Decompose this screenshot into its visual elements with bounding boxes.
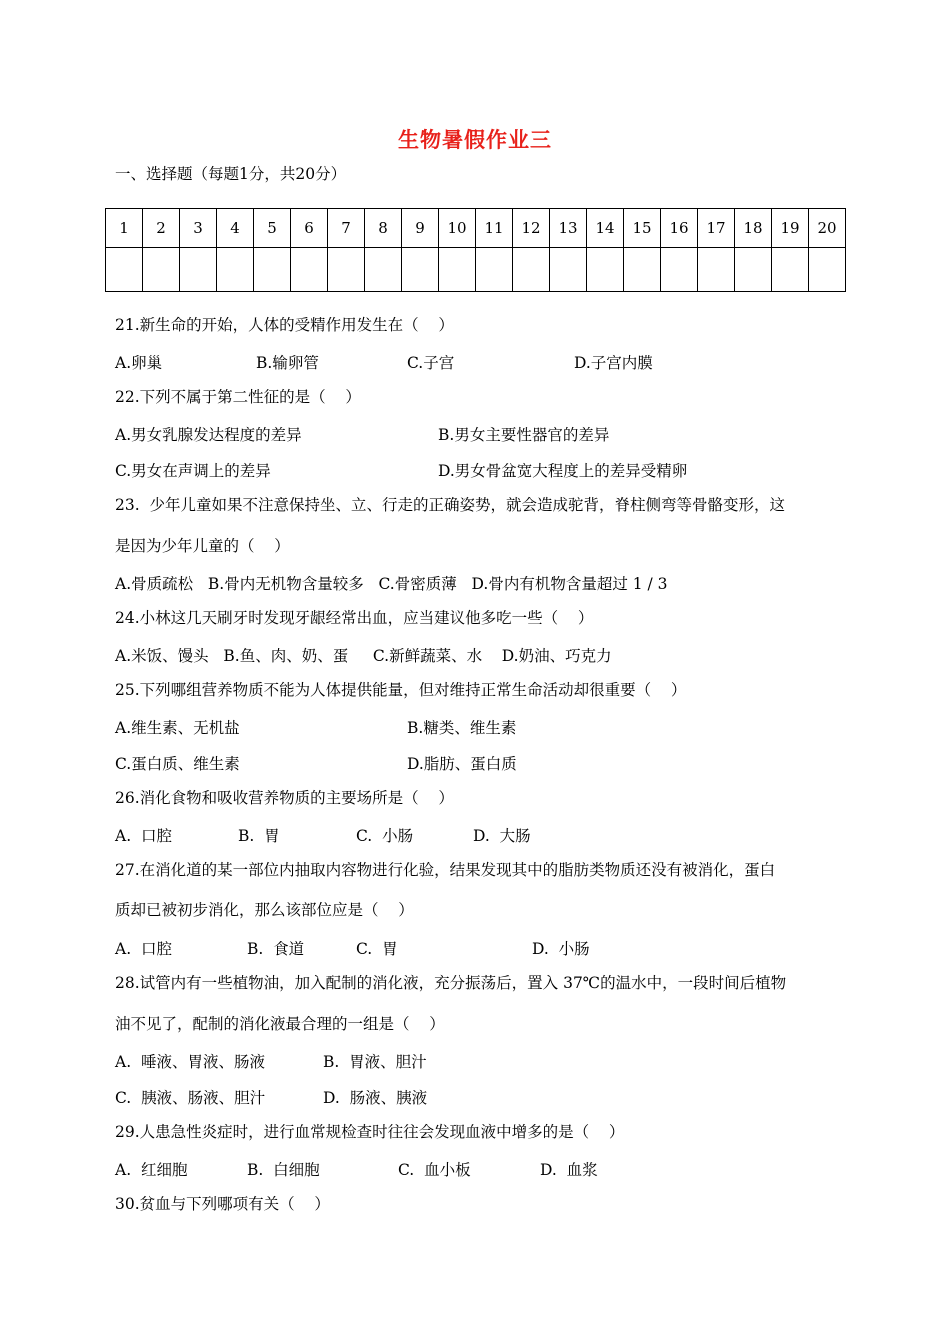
q28-option-d: D. 肠液、胰液: [323, 1089, 428, 1107]
q28-option-c: C. 胰液、肠液、胆汁: [115, 1089, 266, 1107]
question-26-stem: 26.消化食物和吸收营养物质的主要场所是（ ）: [115, 789, 454, 807]
q24-options: A.米饭、馒头 B.鱼、肉、奶、蛋 C.新鲜蔬菜、水 D.奶油、巧克力: [115, 647, 612, 665]
q29-option-b: B. 白细胞: [247, 1161, 320, 1179]
q28-option-b: B. 胃液、胆汁: [323, 1053, 427, 1071]
q26-option-a: A. 口腔: [115, 827, 172, 845]
answer-blank-cell: [772, 248, 809, 292]
q21-option-b: B.输卵管: [256, 354, 319, 372]
answer-blank-cell: [291, 248, 328, 292]
q26-option-d: D. 大肠: [473, 827, 531, 845]
answer-number-cell: 2: [143, 209, 180, 248]
answer-number-cell: 9: [402, 209, 439, 248]
q22-option-c: C.男女在声调上的差异: [115, 462, 271, 480]
answer-blank-cell: [624, 248, 661, 292]
q29-option-c: C. 血小板: [398, 1161, 471, 1179]
answer-blank-cell: [143, 248, 180, 292]
q22-option-a: A.男女乳腺发达程度的差异: [115, 426, 302, 444]
answer-number-cell: 1: [106, 209, 143, 248]
q25-option-a: A.维生素、无机盐: [115, 719, 240, 737]
question-25-stem: 25.下列哪组营养物质不能为人体提供能量，但对维持正常生命活动却很重要（ ）: [115, 681, 687, 699]
question-28-stem-line-2: 油不见了，配制的消化液最合理的一组是（ ）: [115, 1015, 445, 1033]
answer-blank-cell: [661, 248, 698, 292]
question-27-stem-line-1: 27.在消化道的某一部位内抽取内容物进行化验，结果发现其中的脂肪类物质还没有被消化，蛋白: [115, 861, 776, 879]
answer-number-cell: 13: [550, 209, 587, 248]
q28-option-a: A. 唾液、胃液、肠液: [115, 1053, 265, 1071]
question-27-stem-line-2: 质却已被初步消化，那么该部位应是（ ）: [115, 901, 414, 919]
question-22-stem: 22.下列不属于第二性征的是（ ）: [115, 388, 361, 406]
answer-blank-cell: [402, 248, 439, 292]
question-30-stem: 30.贫血与下列哪项有关（ ）: [115, 1195, 330, 1213]
answer-number-cell: 8: [365, 209, 402, 248]
answer-number-cell: 7: [328, 209, 365, 248]
answer-blank-cell: [217, 248, 254, 292]
answer-number-cell: 10: [439, 209, 476, 248]
answer-blank-cell: [735, 248, 772, 292]
q25-option-b: B.糖类、维生素: [407, 719, 517, 737]
answer-blank-cell: [365, 248, 402, 292]
q21-option-c: C.子宫: [407, 354, 455, 372]
answer-number-cell: 14: [587, 209, 624, 248]
question-23-stem-line-2: 是因为少年儿童的（ ）: [115, 537, 290, 555]
q23-options: A.骨质疏松 B.骨内无机物含量较多 C.骨密质薄 D.骨内有机物含量超过 1 / 3: [115, 575, 668, 593]
answer-blank-cell: [698, 248, 735, 292]
answer-blank-cell: [809, 248, 846, 292]
question-29-stem: 29.人患急性炎症时，进行血常规检查时往往会发现血液中增多的是（ ）: [115, 1123, 625, 1141]
section-heading: 一、选择题（每题1分，共20分）: [115, 165, 347, 183]
answer-blank-cell: [587, 248, 624, 292]
q21-option-d: D.子宫内膜: [574, 354, 653, 372]
answer-number-cell: 15: [624, 209, 661, 248]
answer-table-number-row: [106, 209, 846, 248]
answer-number-cell: 16: [661, 209, 698, 248]
answer-blank-cell: [254, 248, 291, 292]
answer-number-cell: 18: [735, 209, 772, 248]
q27-option-c: C. 胃: [356, 940, 398, 958]
answer-table: [105, 208, 846, 292]
answer-number-cell: 17: [698, 209, 735, 248]
answer-number-cell: 6: [291, 209, 328, 248]
answer-number-cell: 19: [772, 209, 809, 248]
answer-number-cell: 11: [476, 209, 513, 248]
q29-option-d: D. 血浆: [540, 1161, 598, 1179]
answer-blank-cell: [513, 248, 550, 292]
question-23-stem-line-1: 23. 少年儿童如果不注意保持坐、立、行走的正确姿势，就会造成驼背，脊柱侧弯等骨骼变形，这: [115, 496, 786, 514]
q27-option-d: D. 小肠: [532, 940, 590, 958]
answer-blank-cell: [439, 248, 476, 292]
answer-number-cell: 20: [809, 209, 846, 248]
q29-option-a: A. 红细胞: [115, 1161, 188, 1179]
question-21-stem: 21.新生命的开始，人体的受精作用发生在（ ）: [115, 316, 454, 334]
page-title: 生物暑假作业三: [398, 128, 552, 152]
answer-table-blank-row: [106, 248, 846, 292]
q27-option-b: B. 食道: [247, 940, 305, 958]
q22-option-d: D.男女骨盆宽大程度上的差异受精卵: [438, 462, 688, 480]
answer-number-cell: 12: [513, 209, 550, 248]
answer-blank-cell: [328, 248, 365, 292]
question-24-stem: 24.小林这几天刷牙时发现牙龈经常出血，应当建议他多吃一些（ ）: [115, 609, 594, 627]
q25-option-c: C.蛋白质、维生素: [115, 755, 240, 773]
q21-option-a: A.卵巢: [115, 354, 163, 372]
answer-blank-cell: [180, 248, 217, 292]
answer-blank-cell: [550, 248, 587, 292]
q26-option-c: C. 小肠: [356, 827, 414, 845]
answer-number-cell: 5: [254, 209, 291, 248]
q25-option-d: D.脂肪、蛋白质: [407, 755, 517, 773]
answer-blank-cell: [476, 248, 513, 292]
answer-number-cell: 4: [217, 209, 254, 248]
question-28-stem-line-1: 28.试管内有一些植物油，加入配制的消化液，充分振荡后，置入 37℃的温水中，一段时间后植物: [115, 974, 787, 992]
q27-option-a: A. 口腔: [115, 940, 172, 958]
answer-blank-cell: [106, 248, 143, 292]
q26-option-b: B. 胃: [238, 827, 280, 845]
answer-number-cell: 3: [180, 209, 217, 248]
q22-option-b: B.男女主要性器官的差异: [438, 426, 610, 444]
